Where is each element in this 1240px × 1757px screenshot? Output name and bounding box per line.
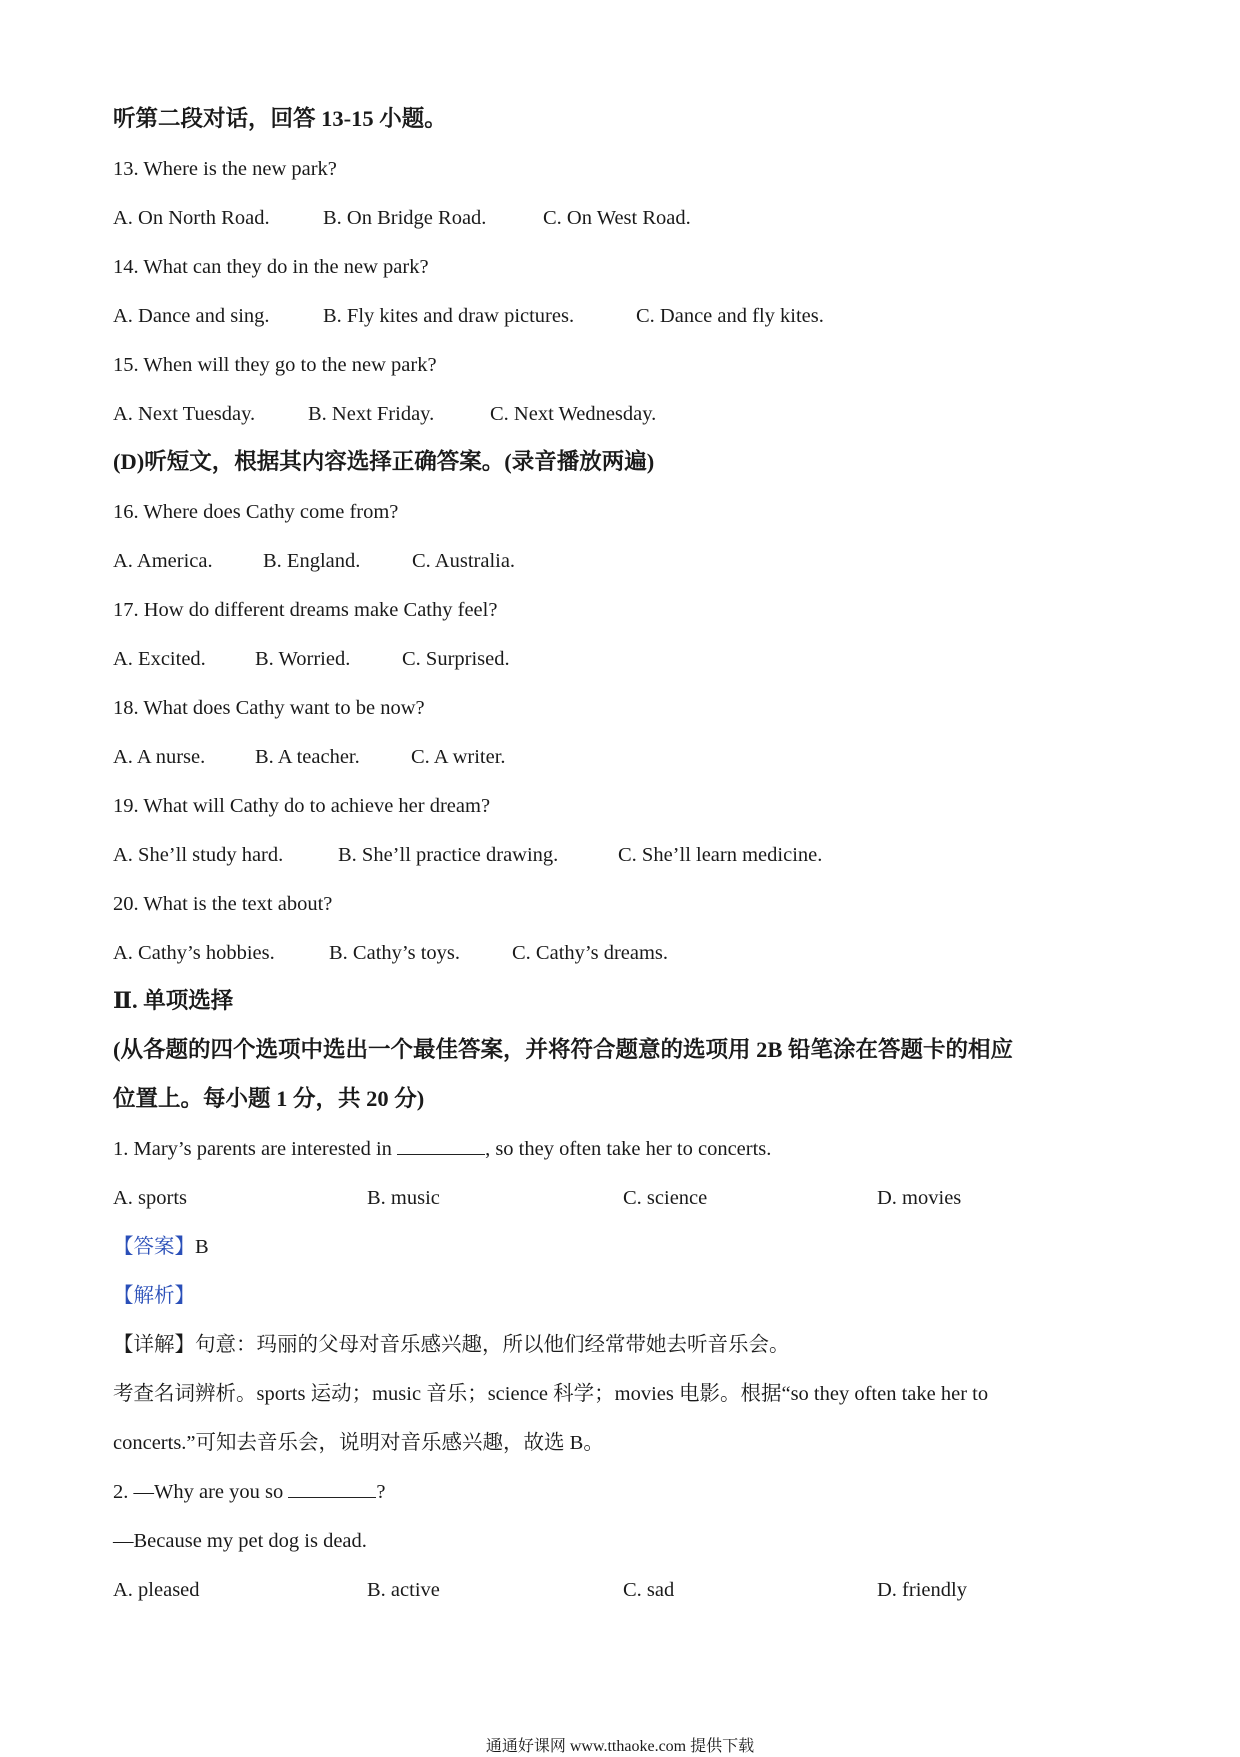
- option-a[interactable]: A. pleased: [113, 1579, 200, 1601]
- answer-line: [113, 1234, 209, 1260]
- stem-text: 1. Mary’s parents are interested in: [113, 1138, 398, 1160]
- option-a[interactable]: A. Cathy’s hobbies.: [113, 942, 275, 964]
- explanation: concerts.”可知去音乐会，说明对音乐感兴趣，故选 B。: [113, 1432, 604, 1454]
- option-b[interactable]: B. A teacher.: [255, 746, 360, 768]
- option-a[interactable]: A. Next Tuesday.: [113, 403, 256, 425]
- part-instruction: 位置上。每小题 1 分，共 20 分): [113, 1086, 425, 1111]
- question-15: 15. When will they go to the new park?: [113, 354, 437, 376]
- option-b[interactable]: B. Cathy’s toys.: [329, 942, 460, 964]
- stem-text: 2. —Why are you so: [113, 1481, 289, 1503]
- option-b[interactable]: B. Worried.: [255, 648, 351, 670]
- explanation: 考查名词辨析。sports 运动；music 音乐；science 科学；movies 电影。根据“so they often take her to: [113, 1383, 989, 1405]
- options-20: [113, 940, 668, 966]
- options-2: [113, 1577, 967, 1603]
- option-b[interactable]: B. active: [367, 1579, 440, 1601]
- question-2: [113, 1479, 385, 1505]
- options-13: [113, 205, 691, 231]
- question-19: 19. What will Cathy do to achieve her dream?: [113, 795, 491, 817]
- question-18: 18. What does Cathy want to be now?: [113, 697, 425, 719]
- option-c[interactable]: C. Surprised.: [402, 648, 510, 670]
- option-d[interactable]: D. movies: [877, 1187, 962, 1209]
- options-17: [113, 646, 510, 672]
- part-instruction: (从各题的四个选项中选出一个最佳答案，并将符合题意的选项用 2B 铅笔涂在答题卡的相应: [113, 1037, 1014, 1062]
- option-c[interactable]: C. She’ll learn medicine.: [618, 844, 823, 866]
- answer-label: 【答案】: [113, 1236, 195, 1258]
- answer-blank[interactable]: [288, 1479, 376, 1498]
- stem-text: ?: [376, 1481, 386, 1503]
- response-line: —Because my pet dog is dead.: [113, 1530, 367, 1552]
- option-c[interactable]: C. Next Wednesday.: [490, 403, 657, 425]
- answer-value: B: [195, 1236, 209, 1258]
- question-13: 13. Where is the new park?: [113, 158, 337, 180]
- section-heading: 听第二段对话，回答 13-15 小题。: [113, 106, 447, 131]
- options-14: [113, 303, 824, 329]
- detail-line: [113, 1332, 790, 1358]
- analysis-label: 【解析】: [113, 1285, 195, 1307]
- stem-text: , so they often take her to concerts.: [485, 1138, 772, 1160]
- option-b[interactable]: B. She’ll practice drawing.: [338, 844, 559, 866]
- option-a[interactable]: A. Dance and sing.: [113, 305, 270, 327]
- option-a[interactable]: A. A nurse.: [113, 746, 206, 768]
- page-footer: 通通好课网 www.tthaoke.com 提供下载: [485, 1738, 755, 1755]
- option-c[interactable]: C. sad: [623, 1579, 675, 1601]
- option-b[interactable]: B. Fly kites and draw pictures.: [323, 305, 575, 327]
- options-18: [113, 744, 506, 770]
- section-heading: (D)听短文，根据其内容选择正确答案。(录音播放两遍): [113, 449, 655, 474]
- option-c[interactable]: C. A writer.: [411, 746, 506, 768]
- answer-blank[interactable]: [397, 1136, 485, 1155]
- part-title: Ⅱ. 单项选择: [113, 988, 234, 1013]
- detail-text: 句意：玛丽的父母对音乐感兴趣，所以他们经常带她去听音乐会。: [195, 1334, 790, 1356]
- option-b[interactable]: B. England.: [263, 550, 361, 572]
- question-20: 20. What is the text about?: [113, 893, 333, 915]
- option-b[interactable]: B. Next Friday.: [308, 403, 435, 425]
- options-16: [113, 548, 515, 574]
- option-d[interactable]: D. friendly: [877, 1579, 967, 1601]
- option-a[interactable]: A. On North Road.: [113, 207, 270, 229]
- options-15: [113, 401, 656, 427]
- option-c[interactable]: C. On West Road.: [543, 207, 691, 229]
- question-17: 17. How do different dreams make Cathy feel?: [113, 599, 498, 621]
- option-a[interactable]: A. America.: [113, 550, 213, 572]
- option-a[interactable]: A. sports: [113, 1187, 188, 1209]
- option-b[interactable]: B. On Bridge Road.: [323, 207, 487, 229]
- options-19: [113, 842, 822, 868]
- detail-label: 【详解】: [113, 1334, 195, 1356]
- options-1: [113, 1185, 961, 1211]
- question-16: 16. Where does Cathy come from?: [113, 501, 399, 523]
- option-c[interactable]: C. Cathy’s dreams.: [512, 942, 669, 964]
- analysis-line: [113, 1283, 195, 1309]
- option-c[interactable]: C. Australia.: [412, 550, 516, 572]
- option-a[interactable]: A. She’ll study hard.: [113, 844, 284, 866]
- option-a[interactable]: A. Excited.: [113, 648, 206, 670]
- question-14: 14. What can they do in the new park?: [113, 256, 429, 278]
- question-1: [113, 1136, 771, 1162]
- option-c[interactable]: C. science: [623, 1187, 708, 1209]
- option-c[interactable]: C. Dance and fly kites.: [636, 305, 824, 327]
- option-b[interactable]: B. music: [367, 1187, 440, 1209]
